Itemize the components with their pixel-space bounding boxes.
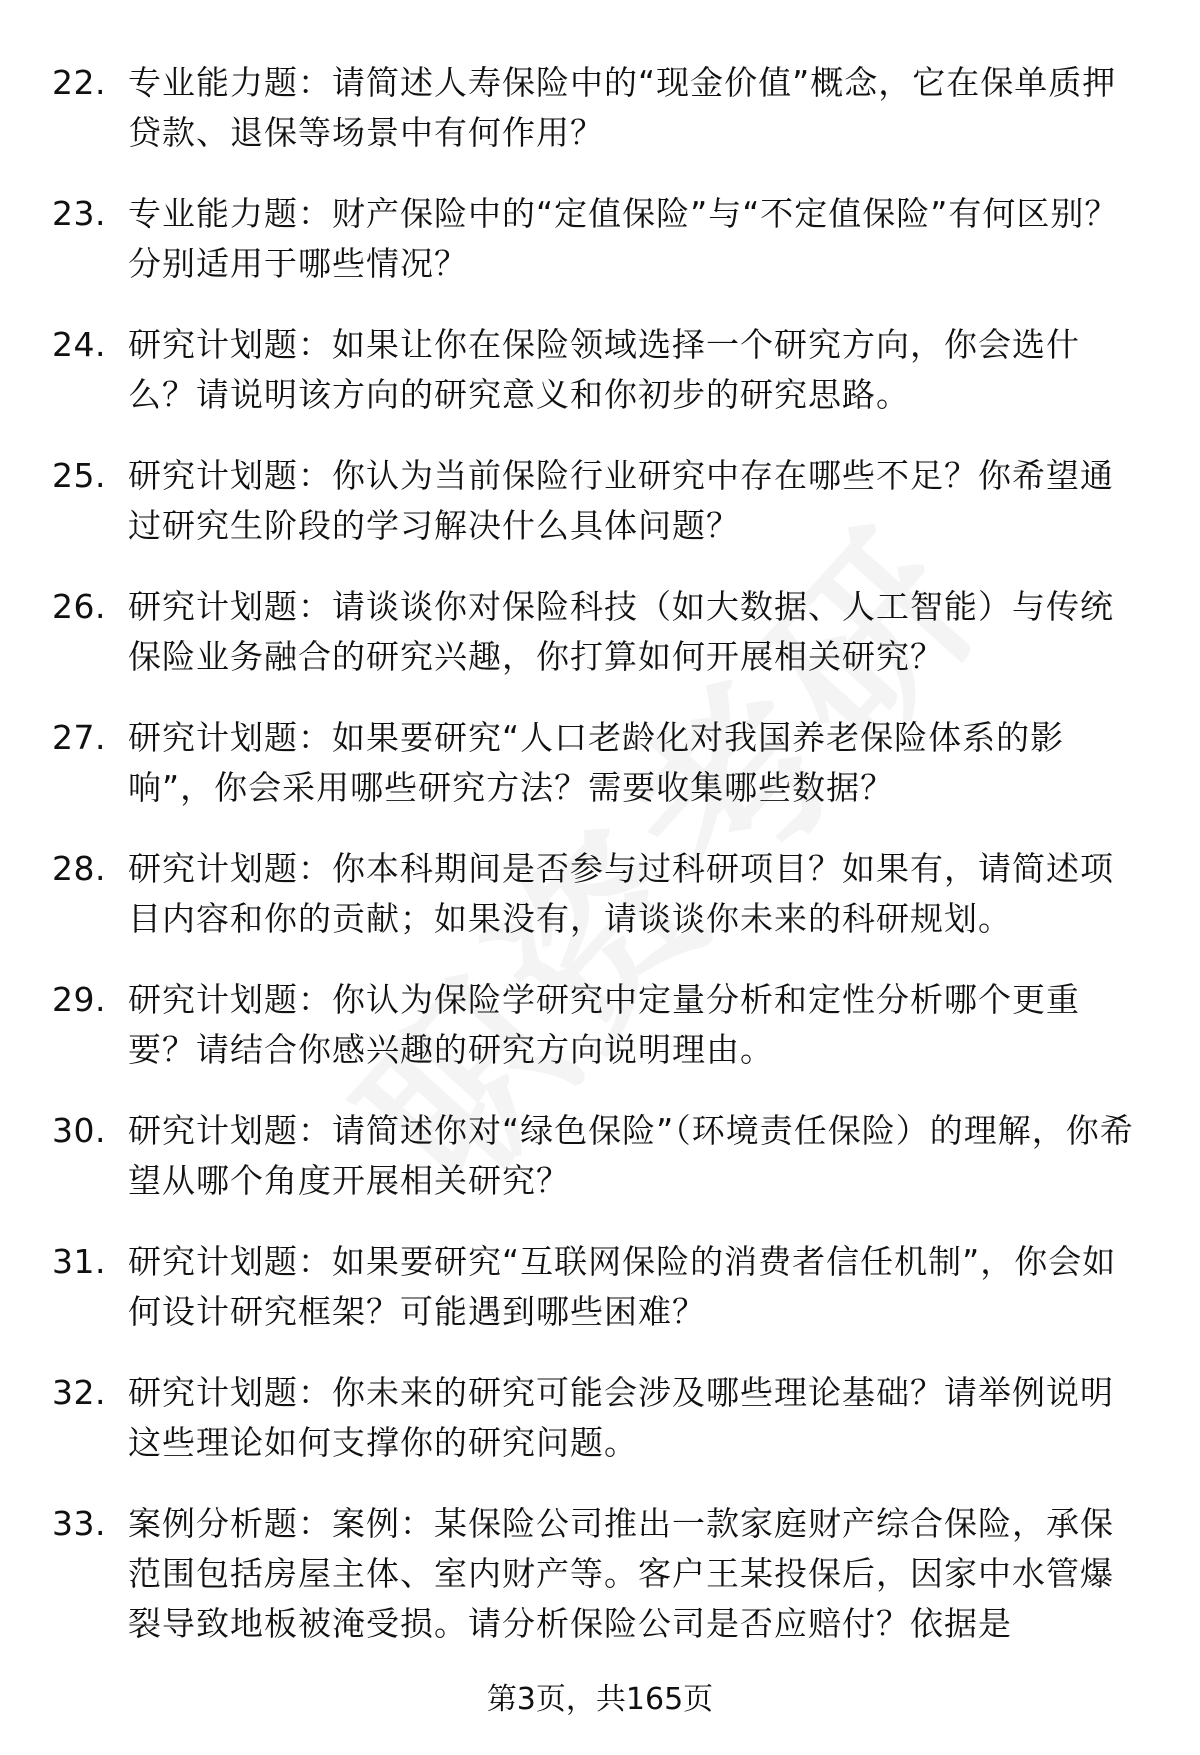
question-number: 25. (52, 456, 106, 495)
question-text: 研究计划题：你认为保险学研究中定量分析和定性分析哪个更重要？请结合你感兴趣的研究方向说明理由。 (128, 980, 1080, 1069)
question-text: 专业能力题：财产保险中的“定值保险”与“不定值保险”有何区别？分别适用于哪些情况？ (128, 194, 1119, 283)
question-item (0, 1237, 1200, 1368)
question-number: 24. (52, 325, 106, 364)
question-item (0, 189, 1200, 320)
question-number: 26. (52, 587, 106, 626)
question-number: 32. (52, 1373, 106, 1412)
question-number: 30. (52, 1111, 106, 1150)
question-text: 研究计划题：如果让你在保险领域选择一个研究方向，你会选什么？请说明该方向的研究意义和你初步的研究思路。 (128, 325, 1080, 414)
question-number: 23. (52, 194, 106, 233)
question-text: 专业能力题：请简述人寿保险中的“现金价值”概念，它在保单质押贷款、退保等场景中有何作用？ (128, 63, 1117, 152)
question-text: 研究计划题：如果要研究“人口老龄化对我国养老保险体系的影响”，你会采用哪些研究方法？需要收集哪些数据？ (128, 718, 1065, 807)
question-item (0, 1499, 1200, 1679)
question-text: 研究计划题：请简述你对“绿色保险”（环境责任保险）的理解，你希望从哪个角度开展相关研究？ (128, 1111, 1134, 1200)
question-text: 研究计划题：你认为当前保险行业研究中存在哪些不足？你希望通过研究生阶段的学习解决什么具体问题？ (128, 456, 1114, 545)
question-number: 33. (52, 1504, 106, 1543)
question-number: 27. (52, 718, 106, 757)
question-item (0, 1106, 1200, 1237)
question-text: 案例分析题：案例：某保险公司推出一款家庭财产综合保险，承保范围包括房屋主体、室内财产等。客户王某投保后，因家中水管爆裂导致地板被淹受损。请分析保险公司是否应赔付？依据是 (128, 1504, 1114, 1643)
question-list (0, 58, 1200, 1679)
question-item (0, 320, 1200, 451)
question-text: 研究计划题：你未来的研究可能会涉及哪些理论基础？请举例说明这些理论如何支撑你的研究问题。 (128, 1373, 1114, 1462)
question-item (0, 975, 1200, 1106)
question-item (0, 844, 1200, 975)
question-text: 研究计划题：你本科期间是否参与过科研项目？如果有，请简述项目内容和你的贡献；如果没有，请谈谈你未来的科研规划。 (128, 849, 1114, 938)
question-number: 31. (52, 1242, 106, 1281)
question-item (0, 713, 1200, 844)
question-item (0, 58, 1200, 189)
question-text: 研究计划题：如果要研究“互联网保险的消费者信任机制”，你会如何设计研究框架？可能遇到哪些困难？ (128, 1242, 1117, 1331)
question-item (0, 1368, 1200, 1499)
page-footer: 第3页，共165页 (486, 1682, 714, 1717)
question-number: 28. (52, 849, 106, 888)
question-item (0, 582, 1200, 713)
question-number: 22. (52, 63, 106, 102)
question-text: 研究计划题：请谈谈你对保险科技（如大数据、人工智能）与传统保险业务融合的研究兴趣，你打算如何开展相关研究？ (128, 587, 1114, 676)
question-number: 29. (52, 980, 106, 1019)
question-item (0, 451, 1200, 582)
